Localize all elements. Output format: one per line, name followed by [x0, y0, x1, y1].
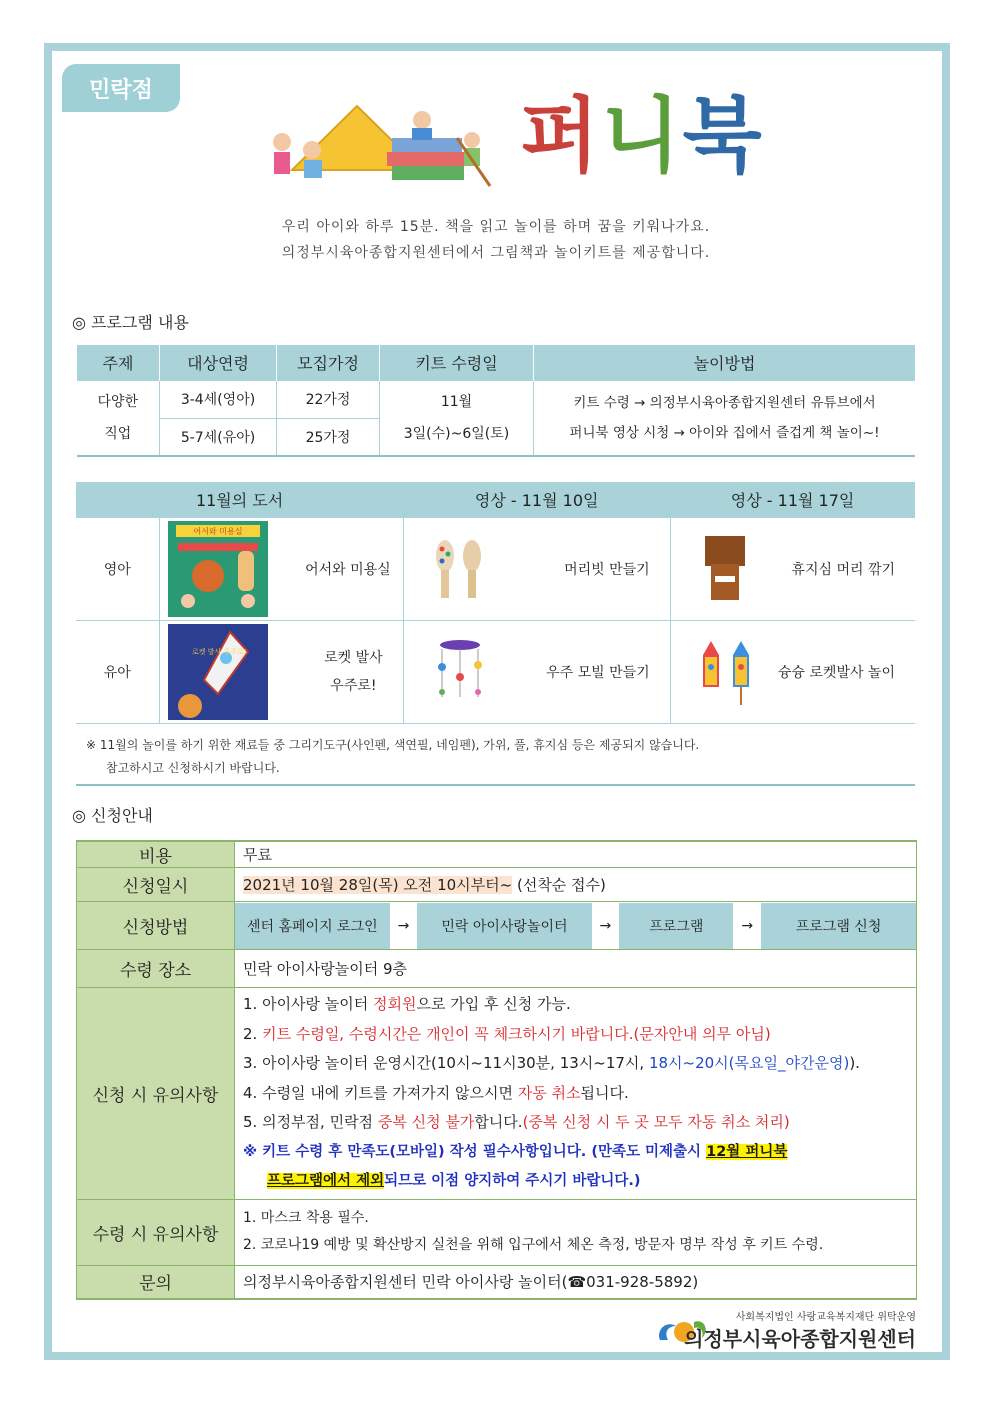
step-login: 센터 홈페이지 로그인: [235, 903, 390, 949]
date-value: 2021년 10월 28일(목) 오전 10시부터~ (선착순 접수): [235, 868, 917, 902]
arrow-icon: →: [397, 917, 410, 934]
place-label: 수령 장소: [77, 950, 235, 988]
paper-roll-hair-image: [697, 534, 753, 604]
caution-4: 4. 수령일 내에 키트를 가져가지 않으시면 자동 취소됩니다.: [243, 1083, 629, 1102]
col-topic: 주제: [77, 345, 160, 380]
rocket-craft-image: [697, 637, 757, 707]
pickup-list: 1. 마스크 착용 필수. 2. 코로나19 예방 및 확산방지 실천을 위해 입구에서 체온 측정, 방문자 명부 작성 후 키트 수령.: [235, 1199, 917, 1265]
caution-5: 5. 의정부점, 민락점 중복 신청 불가합니다.(중복 신청 시 두 곳 모두 자동 취소 처리): [243, 1113, 790, 1131]
col-age: 대상연령: [160, 345, 277, 380]
caution-3: 3. 아이사랑 놀이터 운영시간(10시~11시30분, 13시~17시, 18시~20시(목요일_야간운영)).: [243, 1054, 860, 1072]
subtitle-line-2: 의정부시육아종합지원센터에서 그림책과 놀이키트를 제공합니다.: [281, 245, 711, 261]
arrow-icon: →: [599, 917, 612, 934]
col-method: 놀이방법: [534, 345, 916, 380]
divider: [76, 784, 915, 786]
date-label: 신청일시: [77, 868, 235, 902]
col-books: 11월의 도서: [76, 482, 403, 517]
step-program: 프로그램: [619, 903, 733, 949]
caution-survey: ※ 키트 수령 후 만족도(모바일) 작성 필수사항입니다. (만족도 미제출시 12월 퍼니북: [243, 1143, 788, 1160]
program-heading: ◎ 프로그램 내용: [72, 313, 189, 332]
col-count: 모집가정: [277, 345, 380, 380]
method-steps: [235, 902, 917, 950]
col-video1: 영상 - 11월 10일: [403, 482, 670, 517]
method-cell: 키트 수령 → 의정부시육아종합지원센터 유튜브에서 퍼니북 영상 시청 → 아이와 집에서 즐겁게 책 놀이~!: [534, 380, 916, 456]
center-name: 의정부시육아종합지원센터: [684, 1327, 916, 1351]
svg-text:어서와 미용실: 어서와 미용실: [193, 526, 242, 536]
caution-survey-cont: 프로그램에서 제외되므로 이점 양지하여 주시기 바랍니다.): [267, 1173, 641, 1189]
count-cell: 22가정: [277, 380, 380, 418]
video2-cell: 슝슝 로켓발사 놀이: [670, 620, 915, 723]
group-cell: 영아: [76, 517, 159, 620]
svg-text:로켓 발사 우주로!: 로켓 발사 우주로!: [191, 647, 247, 656]
col-date: 키트 수령일: [380, 345, 534, 380]
method-label: 신청방법: [77, 902, 235, 950]
step-apply: 프로그램 신청: [761, 903, 916, 949]
page-title: 퍼니북: [520, 89, 764, 184]
col-video2: 영상 - 11월 17일: [670, 482, 915, 517]
program-table: [76, 345, 915, 457]
footer: [684, 1308, 916, 1352]
cost-label: 비용: [77, 841, 235, 868]
place-value: 민락 아이사랑놀이터 9층: [235, 950, 917, 988]
video1-cell: 머리빗 만들기: [403, 517, 670, 620]
caution-label: 신청 시 유의사항: [77, 988, 235, 1200]
group-cell: 유아: [76, 620, 159, 723]
book-cell: 어서와 미용실 어서와 미용실: [159, 517, 403, 620]
date-cell: 11월 3일(수)~6일(토): [380, 380, 534, 456]
books-table: [76, 482, 915, 724]
book-cell: 로켓 발사 우주로! 로켓 발사 우주로!: [159, 620, 403, 723]
caution-1: 1. 아이사랑 놀이터 정회원으로 가입 후 신청 가능.: [243, 995, 571, 1013]
book-cover-image: [168, 624, 268, 720]
branch-badge: 민락점: [62, 64, 180, 112]
video2-cell: 휴지심 머리 깎기: [670, 517, 915, 620]
materials-note: ※ 11월의 놀이를 하기 위한 재료들 중 그리기도구(사인펜, 색연필, 네임펜), 가위, 풀, 휴지심 등은 제공되지 않습니다. 참고하시고 신청하시기 바랍니다.: [86, 738, 700, 775]
caution-list: [235, 988, 917, 1200]
hairbrush-craft-image: [430, 534, 490, 604]
book-cover-image: [168, 521, 268, 617]
operator-text: 사회복지법인 사랑교육복지재단 위탁운영: [735, 1312, 916, 1323]
age-cell: 3-4세(영아): [160, 380, 277, 418]
age-cell: 5-7세(유아): [160, 418, 277, 456]
contact-value: 의정부시육아종합지원센터 민락 아이사랑 놀이터(☎031-928-5892): [235, 1265, 917, 1299]
application-table: [76, 840, 917, 1300]
pickup-label: 수령 시 유의사항: [77, 1199, 235, 1265]
caution-2: 2. 키트 수령일, 수령시간은 개인이 꼭 체크하시기 바랍니다.(문자안내 의무 아님): [243, 1024, 771, 1043]
video1-cell: 우주 모빌 만들기: [403, 620, 670, 723]
space-mobile-image: [430, 637, 490, 707]
kids-reading-illustration: [262, 98, 502, 190]
topic-cell: 다양한 직업: [77, 380, 160, 456]
step-playground: 민락 아이사랑놀이터: [417, 903, 591, 949]
subtitle-line-1: 우리 아이와 하루 15분. 책을 읽고 놀이를 하며 꿈을 키워나가요.: [281, 219, 711, 235]
arrow-icon: →: [741, 917, 754, 934]
count-cell: 25가정: [277, 418, 380, 456]
cost-value: 무료: [235, 841, 917, 868]
contact-label: 문의: [77, 1265, 235, 1299]
application-heading: ◎ 신청안내: [72, 806, 153, 825]
